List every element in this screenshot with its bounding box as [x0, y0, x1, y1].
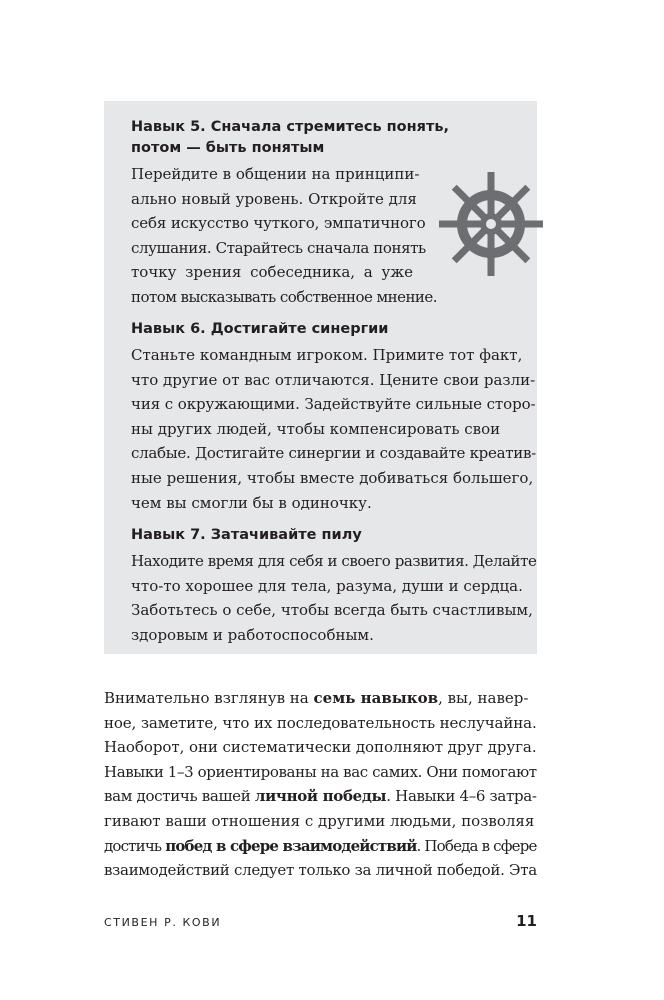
- skill-6-line: ны других людей, чтобы компенсировать свои: [131, 419, 501, 438]
- skill-6-line: слабые. Достигайте синергии и создавайте креатив-: [131, 444, 536, 463]
- body-line: вам достичь вашей личной победы. Навыки 4–6 затра-: [104, 787, 537, 806]
- body-text: [104, 686, 537, 883]
- body-line: достичь побед в сфере взаимодействий. Победа в сфере: [104, 836, 537, 855]
- skill-5-line: потом высказывать собственное мнение.: [131, 287, 437, 306]
- skill-6: [131, 319, 536, 515]
- skill-5-line: Перейдите в общении на принципи-: [131, 165, 420, 183]
- skill-5-line: ально новый уровень. Откройте для: [131, 189, 417, 208]
- body-line: взаимодействий следует только за личной победой. Эта: [104, 861, 537, 880]
- body-line: Наоборот, они систематически дополняют друг друга.: [104, 738, 537, 757]
- skill-5: [131, 117, 449, 310]
- emphasis-public-victory: побед в сфере взаимодействий: [165, 836, 417, 855]
- skill-7-line: Заботьтесь о себе, чтобы всегда быть счастливым,: [131, 601, 533, 620]
- body-line: Навыки 1–3 ориентированы на вас самих. Они помогают: [104, 762, 537, 781]
- page-number: 11: [516, 912, 537, 930]
- skill-7: [131, 525, 536, 647]
- body-line: ное, заметите, что их последовательность неслучайна.: [104, 713, 537, 732]
- skill-6-line: чия с окружающими. Задействуйте сильные сторо-: [131, 395, 536, 414]
- emphasis-seven-habits: семь навыков: [313, 689, 439, 707]
- skill-5-line: себя искусство чуткого, эмпатичного: [131, 214, 426, 233]
- emphasis-personal-victory: личной победы: [254, 787, 387, 806]
- skill-6-line: ные решения, чтобы вместе добиваться большего,: [131, 468, 534, 487]
- skill-6-title: Навык 6. Достигайте синергии: [131, 321, 389, 337]
- body-line: гивают ваши отношения с другими людьми, позволяя: [104, 811, 535, 830]
- skill-7-title: Навык 7. Затачивайте пилу: [131, 527, 362, 543]
- body-line: Внимательно взглянув на семь навыков, вы, навер-: [104, 689, 529, 707]
- ship-wheel-icon: [437, 170, 545, 278]
- skill-5-title-line2: потом — быть понятым: [131, 140, 325, 156]
- skill-5-line: точку зрения собеседника, а уже: [131, 263, 414, 282]
- skill-7-line: здоровым и работоспособным.: [131, 625, 374, 644]
- skill-6-line: Станьте командным игроком. Примите тот факт,: [131, 346, 523, 364]
- skill-5-title-line1: Навык 5. Сначала стремитесь понять,: [131, 119, 450, 135]
- running-footer-author: СТИВЕН Р. КОВИ: [104, 916, 222, 929]
- skill-7-line: Находите время для себя и своего развития. Делайте: [131, 552, 537, 570]
- skill-6-line: что другие от вас отличаются. Цените свои разли-: [131, 370, 536, 389]
- skill-7-line: что-то хорошее для тела, разума, души и сердца.: [131, 576, 523, 595]
- skill-5-line: слушания. Старайтесь сначала понять: [131, 238, 426, 257]
- skill-6-line: чем вы смогли бы в одиночку.: [131, 493, 372, 512]
